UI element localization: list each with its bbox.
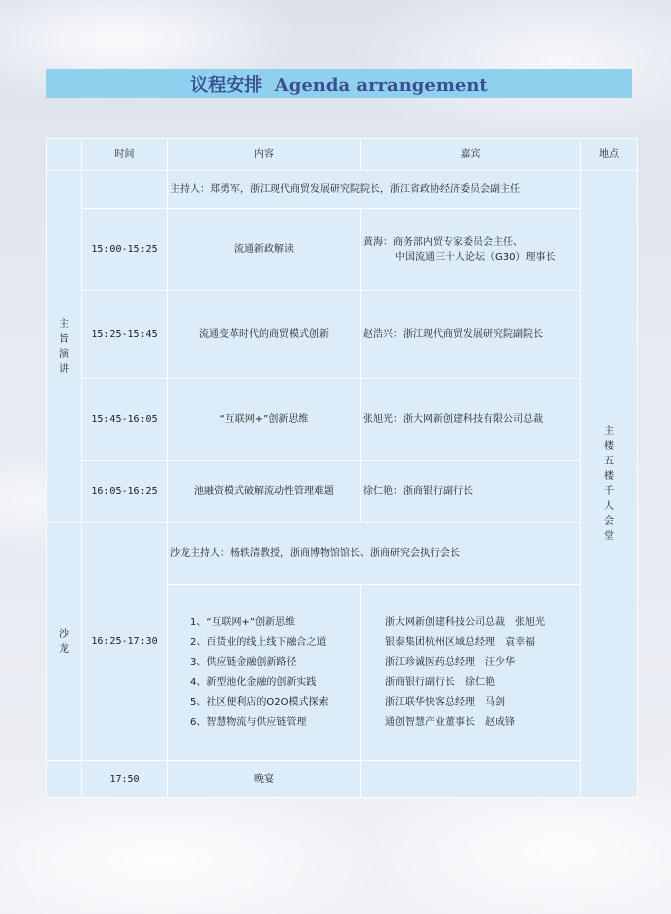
keynote-host-row <box>47 171 638 209</box>
header-section <box>47 139 82 171</box>
location-char: 会 <box>604 516 614 527</box>
header-time: 时间 <box>82 139 168 171</box>
salon-topics <box>168 585 361 761</box>
location-char: 楼 <box>604 441 614 452</box>
salon-guest-item: 浙江珍诚医药总经理 汪少华 <box>385 656 515 668</box>
salon-guest-item: 银泰集团杭州区域总经理 袁幸福 <box>385 636 535 648</box>
topic-item: 2、百货业的线上线下融合之道 <box>190 636 327 648</box>
salon-time: 16:25-17:30 <box>82 523 168 761</box>
topic-item: 4、新型池化金融的创新实践 <box>190 676 317 688</box>
location-char: 人 <box>604 501 614 512</box>
keynote-row <box>47 209 638 291</box>
keynote-row <box>47 379 638 461</box>
dinner-section <box>47 761 82 798</box>
salon-guest-item: 通创智慧产业董事长 赵成锋 <box>385 716 515 728</box>
salon-section-label <box>47 523 82 761</box>
salon-char: 沙 <box>59 628 69 640</box>
salon-char: 龙 <box>59 643 69 655</box>
keynote-section-label <box>47 171 82 523</box>
header-row <box>47 139 638 171</box>
session-time: 15:25-15:45 <box>82 291 168 379</box>
topic-item: 1、“互联网+”创新思维 <box>190 616 296 628</box>
topic-item: 3、供应链金融创新路径 <box>190 656 297 668</box>
location-char: 楼 <box>604 471 614 482</box>
salon-guest-item: 浙商银行副行长 徐仁艳 <box>385 676 495 688</box>
salon-guest-item: 浙大网新创建科技公司总裁 张旭光 <box>385 616 545 628</box>
location-char: 千 <box>604 486 614 497</box>
keynote-host: 主持人：郑勇军，浙江现代商贸发展研究院院长，浙江省政协经济委员会副主任 <box>168 171 581 209</box>
header-location: 地点 <box>581 139 638 171</box>
agenda-title: 议程安排 Agenda arrangement <box>190 74 488 96</box>
salon-host-row <box>47 523 638 585</box>
location-cell <box>581 171 638 798</box>
keynote-row <box>47 461 638 523</box>
session-time: 16:05-16:25 <box>82 461 168 523</box>
keynote-char: 演 <box>59 348 69 360</box>
location-char: 堂 <box>604 531 614 542</box>
session-time: 15:00-15:25 <box>82 209 168 291</box>
topic-item: 6、智慧物流与供应链管理 <box>190 716 307 728</box>
session-content: 流通变革时代的商贸模式创新 <box>168 291 361 379</box>
session-guest <box>361 461 581 523</box>
header-guest: 嘉宾 <box>361 139 581 171</box>
dinner-guest <box>361 761 581 798</box>
guest-line: 徐仁艳：浙商银行副行长 <box>363 486 473 497</box>
salon-guest-item: 浙江联华快客总经理 马剑 <box>385 696 505 708</box>
topic-item: 5、社区便利店的O2O模式探索 <box>190 696 329 708</box>
keynote-char: 旨 <box>59 333 69 345</box>
session-guest <box>361 379 581 461</box>
header-content: 内容 <box>168 139 361 171</box>
location-char: 五 <box>604 456 614 467</box>
salon-guests <box>361 585 581 761</box>
keynote-char: 主 <box>59 318 69 330</box>
guest-line: 张旭光：浙大网新创建科技有限公司总裁 <box>363 414 543 425</box>
location-char: 主 <box>604 426 614 437</box>
session-time: 15:45-16:05 <box>82 379 168 461</box>
agenda-title-bar <box>46 69 632 98</box>
keynote-host-time <box>82 171 168 209</box>
guest-line: 黄海：商务部内贸专家委员会主任、 <box>363 236 523 248</box>
session-content: 流通新政解读 <box>168 209 361 291</box>
agenda-table <box>46 138 638 798</box>
session-guest <box>361 209 581 291</box>
session-content: “互联网+”创新思维 <box>168 379 361 461</box>
guest-line: 赵浩兴：浙江现代商贸发展研究院副院长 <box>363 329 543 340</box>
guest-line: 中国流通三十人论坛（G30）理事长 <box>395 251 556 263</box>
dinner-row <box>47 761 638 798</box>
keynote-char: 讲 <box>59 363 69 375</box>
session-guest <box>361 291 581 379</box>
keynote-row <box>47 291 638 379</box>
dinner-content: 晚宴 <box>168 761 361 798</box>
session-content: 池融资模式破解流动性管理难题 <box>168 461 361 523</box>
dinner-time: 17:50 <box>82 761 168 798</box>
salon-host: 沙龙主持人：杨轶清教授，浙商博物馆馆长、浙商研究会执行会长 <box>168 523 581 585</box>
